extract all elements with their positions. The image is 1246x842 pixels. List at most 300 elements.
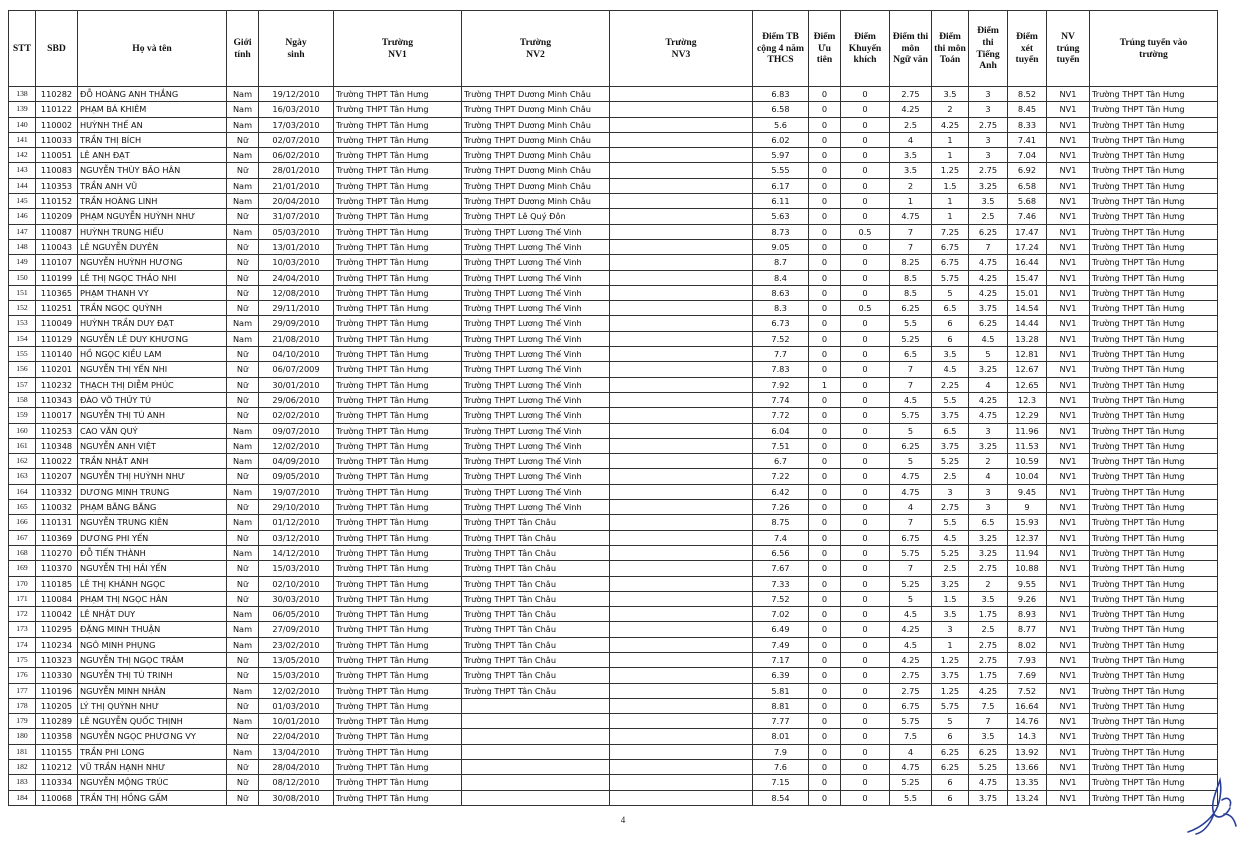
cell-english-score: 7: [969, 714, 1008, 729]
cell-admitted-choice: NV1: [1047, 760, 1090, 775]
cell-priority-points: 0: [809, 148, 841, 163]
cell-full-name: NGUYỄN HUỲNH HƯƠNG: [78, 255, 227, 270]
cell-admitted-choice: NV1: [1047, 530, 1090, 545]
cell-admitted-school: Trường THPT Tân Hưng: [1090, 362, 1218, 377]
cell-stt: 159: [9, 408, 36, 423]
cell-gender: Nam: [227, 622, 259, 637]
cell-birth-date: 29/11/2010: [259, 301, 334, 316]
cell-bonus-points: 0: [841, 148, 890, 163]
cell-nv3-school: [610, 316, 753, 331]
cell-gpa: 8.63: [753, 285, 809, 300]
cell-english-score: 4.25: [969, 392, 1008, 407]
cell-admission-score: 8.33: [1008, 117, 1047, 132]
cell-admitted-choice: NV1: [1047, 698, 1090, 713]
cell-full-name: NGUYỄN THỊ HUỲNH NHƯ: [78, 469, 227, 484]
cell-sbd: 110282: [36, 87, 78, 102]
cell-priority-points: 1: [809, 377, 841, 392]
cell-literature-score: 7: [890, 561, 932, 576]
cell-sbd: 110343: [36, 392, 78, 407]
cell-gpa: 5.81: [753, 683, 809, 698]
cell-nv2-school: Trường THPT Dương Minh Châu: [462, 178, 610, 193]
cell-admission-score: 7.52: [1008, 683, 1047, 698]
cell-nv2-school: [462, 698, 610, 713]
cell-bonus-points: 0: [841, 637, 890, 652]
cell-english-score: 3.75: [969, 301, 1008, 316]
cell-admitted-choice: NV1: [1047, 408, 1090, 423]
cell-priority-points: 0: [809, 790, 841, 805]
cell-english-score: 2.75: [969, 652, 1008, 667]
cell-priority-points: 0: [809, 270, 841, 285]
cell-nv3-school: [610, 500, 753, 515]
cell-full-name: LÊ NHẬT DUY: [78, 607, 227, 622]
cell-sbd: 110207: [36, 469, 78, 484]
cell-bonus-points: 0: [841, 484, 890, 499]
cell-gpa: 6.11: [753, 194, 809, 209]
cell-priority-points: 0: [809, 438, 841, 453]
cell-stt: 147: [9, 224, 36, 239]
cell-gender: Nữ: [227, 561, 259, 576]
table-row: [9, 622, 1218, 637]
cell-stt: 156: [9, 362, 36, 377]
cell-nv2-school: Trường THPT Lương Thế Vinh: [462, 408, 610, 423]
cell-birth-date: 13/04/2010: [259, 744, 334, 759]
cell-admitted-choice: NV1: [1047, 790, 1090, 805]
cell-english-score: 2.75: [969, 637, 1008, 652]
table-row: [9, 239, 1218, 254]
cell-math-score: 6: [932, 331, 969, 346]
cell-literature-score: 2.75: [890, 668, 932, 683]
cell-birth-date: 30/08/2010: [259, 790, 334, 805]
header-english-score: Điểm thi Tiếng Anh: [969, 11, 1008, 87]
cell-gender: Nam: [227, 454, 259, 469]
cell-admitted-choice: NV1: [1047, 377, 1090, 392]
cell-english-score: 5.25: [969, 760, 1008, 775]
cell-admitted-choice: NV1: [1047, 607, 1090, 622]
cell-admission-score: 8.02: [1008, 637, 1047, 652]
cell-full-name: NGUYỄN MỘNG TRÚC: [78, 775, 227, 790]
cell-birth-date: 19/12/2010: [259, 87, 334, 102]
cell-literature-score: 5: [890, 591, 932, 606]
cell-nv1-school: Trường THPT Tân Hưng: [334, 301, 462, 316]
cell-stt: 168: [9, 545, 36, 560]
cell-admitted-choice: NV1: [1047, 515, 1090, 530]
cell-stt: 172: [9, 607, 36, 622]
header-admitted-school: Trúng tuyển vào trường: [1090, 11, 1218, 87]
cell-admitted-school: Trường THPT Tân Hưng: [1090, 469, 1218, 484]
cell-full-name: LÊ ANH ĐẠT: [78, 148, 227, 163]
cell-bonus-points: 0: [841, 239, 890, 254]
cell-literature-score: 5.25: [890, 576, 932, 591]
cell-bonus-points: 0: [841, 561, 890, 576]
cell-admission-score: 17.47: [1008, 224, 1047, 239]
cell-full-name: PHẠM THỊ NGỌC HÂN: [78, 591, 227, 606]
cell-sbd: 110033: [36, 132, 78, 147]
cell-stt: 173: [9, 622, 36, 637]
cell-math-score: 1.5: [932, 178, 969, 193]
cell-birth-date: 12/02/2010: [259, 683, 334, 698]
cell-admission-score: 9.55: [1008, 576, 1047, 591]
cell-nv1-school: Trường THPT Tân Hưng: [334, 500, 462, 515]
cell-nv1-school: Trường THPT Tân Hưng: [334, 622, 462, 637]
cell-math-score: 3.75: [932, 408, 969, 423]
cell-gender: Nam: [227, 423, 259, 438]
cell-english-score: 4: [969, 469, 1008, 484]
cell-sbd: 110152: [36, 194, 78, 209]
cell-nv1-school: Trường THPT Tân Hưng: [334, 255, 462, 270]
table-row: [9, 652, 1218, 667]
cell-literature-score: 7: [890, 362, 932, 377]
cell-full-name: NGUYỄN ANH VIỆT: [78, 438, 227, 453]
cell-admitted-school: Trường THPT Tân Hưng: [1090, 270, 1218, 285]
cell-birth-date: 13/05/2010: [259, 652, 334, 667]
cell-admitted-school: Trường THPT Tân Hưng: [1090, 377, 1218, 392]
cell-literature-score: 4.25: [890, 102, 932, 117]
cell-nv1-school: Trường THPT Tân Hưng: [334, 102, 462, 117]
cell-english-score: 3.25: [969, 438, 1008, 453]
cell-gender: Nam: [227, 148, 259, 163]
cell-sbd: 110068: [36, 790, 78, 805]
cell-birth-date: 27/09/2010: [259, 622, 334, 637]
cell-priority-points: 0: [809, 515, 841, 530]
cell-admission-score: 8.45: [1008, 102, 1047, 117]
cell-literature-score: 4: [890, 500, 932, 515]
cell-nv2-school: [462, 760, 610, 775]
cell-full-name: ĐÀO VÕ THỦY TÚ: [78, 392, 227, 407]
cell-admitted-choice: NV1: [1047, 392, 1090, 407]
cell-birth-date: 03/12/2010: [259, 530, 334, 545]
cell-nv2-school: Trường THPT Lương Thế Vinh: [462, 301, 610, 316]
cell-gpa: 5.55: [753, 163, 809, 178]
cell-gender: Nữ: [227, 652, 259, 667]
cell-birth-date: 02/10/2010: [259, 576, 334, 591]
cell-stt: 151: [9, 285, 36, 300]
cell-english-score: 2.5: [969, 622, 1008, 637]
cell-literature-score: 7: [890, 515, 932, 530]
cell-nv2-school: Trường THPT Tân Châu: [462, 637, 610, 652]
cell-literature-score: 5.5: [890, 316, 932, 331]
table-row: [9, 790, 1218, 805]
cell-full-name: PHẠM BÁ KHIÊM: [78, 102, 227, 117]
cell-priority-points: 0: [809, 698, 841, 713]
cell-gender: Nữ: [227, 760, 259, 775]
cell-admitted-school: Trường THPT Tân Hưng: [1090, 423, 1218, 438]
cell-math-score: 2.5: [932, 469, 969, 484]
cell-birth-date: 01/12/2010: [259, 515, 334, 530]
cell-sbd: 110155: [36, 744, 78, 759]
cell-nv2-school: Trường THPT Tân Châu: [462, 561, 610, 576]
cell-nv3-school: [610, 729, 753, 744]
cell-nv2-school: Trường THPT Dương Minh Châu: [462, 163, 610, 178]
cell-sbd: 110205: [36, 698, 78, 713]
cell-english-score: 2: [969, 454, 1008, 469]
cell-birth-date: 08/12/2010: [259, 775, 334, 790]
cell-admitted-choice: NV1: [1047, 775, 1090, 790]
cell-nv3-school: [610, 622, 753, 637]
cell-priority-points: 0: [809, 652, 841, 667]
cell-bonus-points: 0: [841, 744, 890, 759]
cell-bonus-points: 0: [841, 698, 890, 713]
header-math-score: Điểm thi môn Toán: [932, 11, 969, 87]
cell-literature-score: 4.5: [890, 607, 932, 622]
cell-gpa: 7.77: [753, 714, 809, 729]
cell-english-score: 6.25: [969, 744, 1008, 759]
cell-literature-score: 6.25: [890, 438, 932, 453]
cell-admitted-choice: NV1: [1047, 194, 1090, 209]
cell-bonus-points: 0: [841, 392, 890, 407]
cell-priority-points: 0: [809, 668, 841, 683]
table-row: [9, 423, 1218, 438]
cell-gender: Nam: [227, 87, 259, 102]
cell-nv2-school: Trường THPT Dương Minh Châu: [462, 102, 610, 117]
cell-nv1-school: Trường THPT Tân Hưng: [334, 347, 462, 362]
cell-full-name: LÊ THỊ NGỌC THẢO NHI: [78, 270, 227, 285]
cell-sbd: 110049: [36, 316, 78, 331]
cell-stt: 150: [9, 270, 36, 285]
cell-full-name: DƯƠNG MINH TRUNG: [78, 484, 227, 499]
cell-gpa: 7.15: [753, 775, 809, 790]
cell-nv1-school: Trường THPT Tân Hưng: [334, 729, 462, 744]
cell-math-score: 6.5: [932, 423, 969, 438]
cell-admitted-choice: NV1: [1047, 87, 1090, 102]
cell-admitted-school: Trường THPT Tân Hưng: [1090, 347, 1218, 362]
cell-birth-date: 06/05/2010: [259, 607, 334, 622]
cell-birth-date: 21/08/2010: [259, 331, 334, 346]
table-row: [9, 285, 1218, 300]
cell-admitted-school: Trường THPT Tân Hưng: [1090, 729, 1218, 744]
cell-admitted-choice: NV1: [1047, 714, 1090, 729]
cell-priority-points: 0: [809, 607, 841, 622]
cell-math-score: 3.5: [932, 607, 969, 622]
cell-admission-score: 16.44: [1008, 255, 1047, 270]
cell-nv2-school: Trường THPT Lương Thế Vinh: [462, 423, 610, 438]
cell-admission-score: 13.66: [1008, 760, 1047, 775]
cell-admission-score: 9.45: [1008, 484, 1047, 499]
cell-admitted-choice: NV1: [1047, 652, 1090, 667]
cell-nv2-school: Trường THPT Tân Châu: [462, 576, 610, 591]
cell-bonus-points: 0: [841, 438, 890, 453]
cell-nv3-school: [610, 698, 753, 713]
cell-full-name: NGUYỄN THỊ NGỌC TRÂM: [78, 652, 227, 667]
cell-admitted-school: Trường THPT Tân Hưng: [1090, 576, 1218, 591]
table-row: [9, 500, 1218, 515]
cell-full-name: LÊ THỊ KHÁNH NGỌC: [78, 576, 227, 591]
cell-admission-score: 15.01: [1008, 285, 1047, 300]
cell-nv2-school: Trường THPT Lương Thế Vinh: [462, 347, 610, 362]
cell-math-score: 6: [932, 790, 969, 805]
cell-admission-score: 10.59: [1008, 454, 1047, 469]
cell-admitted-school: Trường THPT Tân Hưng: [1090, 148, 1218, 163]
cell-admitted-choice: NV1: [1047, 270, 1090, 285]
table-row: [9, 224, 1218, 239]
cell-english-score: 4.75: [969, 775, 1008, 790]
cell-admission-score: 6.58: [1008, 178, 1047, 193]
cell-gpa: 7.67: [753, 561, 809, 576]
table-row: [9, 87, 1218, 102]
cell-sbd: 110323: [36, 652, 78, 667]
cell-gpa: 8.75: [753, 515, 809, 530]
cell-stt: 149: [9, 255, 36, 270]
cell-gender: Nam: [227, 744, 259, 759]
admission-results-table: [8, 10, 1218, 806]
cell-nv2-school: Trường THPT Lương Thế Vinh: [462, 270, 610, 285]
cell-full-name: NGUYỄN THỊ TÚ ANH: [78, 408, 227, 423]
cell-stt: 146: [9, 209, 36, 224]
cell-nv2-school: Trường THPT Tân Châu: [462, 668, 610, 683]
cell-bonus-points: 0: [841, 775, 890, 790]
cell-gender: Nam: [227, 102, 259, 117]
cell-math-score: 5.25: [932, 454, 969, 469]
cell-nv3-school: [610, 790, 753, 805]
cell-nv3-school: [610, 668, 753, 683]
cell-gender: Nữ: [227, 377, 259, 392]
cell-admitted-school: Trường THPT Tân Hưng: [1090, 132, 1218, 147]
cell-gpa: 7.72: [753, 408, 809, 423]
cell-admission-score: 12.37: [1008, 530, 1047, 545]
cell-full-name: TRẦN THỊ BÍCH: [78, 132, 227, 147]
cell-admission-score: 10.88: [1008, 561, 1047, 576]
cell-nv3-school: [610, 545, 753, 560]
cell-math-score: 3.75: [932, 438, 969, 453]
cell-birth-date: 01/03/2010: [259, 698, 334, 713]
cell-admitted-choice: NV1: [1047, 576, 1090, 591]
cell-sbd: 110043: [36, 239, 78, 254]
cell-literature-score: 2: [890, 178, 932, 193]
cell-stt: 148: [9, 239, 36, 254]
cell-admission-score: 8.93: [1008, 607, 1047, 622]
cell-stt: 179: [9, 714, 36, 729]
cell-gpa: 7.74: [753, 392, 809, 407]
cell-birth-date: 22/04/2010: [259, 729, 334, 744]
cell-literature-score: 4.25: [890, 622, 932, 637]
cell-birth-date: 29/10/2010: [259, 500, 334, 515]
cell-nv2-school: Trường THPT Tân Châu: [462, 607, 610, 622]
cell-nv3-school: [610, 484, 753, 499]
cell-admitted-school: Trường THPT Tân Hưng: [1090, 775, 1218, 790]
cell-gender: Nam: [227, 331, 259, 346]
cell-priority-points: 0: [809, 729, 841, 744]
cell-nv2-school: Trường THPT Dương Minh Châu: [462, 87, 610, 102]
cell-english-score: 4: [969, 377, 1008, 392]
table-row: [9, 561, 1218, 576]
cell-gender: Nữ: [227, 576, 259, 591]
cell-literature-score: 6.5: [890, 347, 932, 362]
cell-nv3-school: [610, 637, 753, 652]
cell-birth-date: 17/03/2010: [259, 117, 334, 132]
cell-math-score: 1: [932, 637, 969, 652]
cell-birth-date: 04/09/2010: [259, 454, 334, 469]
cell-literature-score: 6.75: [890, 698, 932, 713]
cell-priority-points: 0: [809, 591, 841, 606]
cell-gender: Nữ: [227, 698, 259, 713]
cell-gpa: 7.02: [753, 607, 809, 622]
cell-gpa: 8.73: [753, 224, 809, 239]
cell-priority-points: 0: [809, 423, 841, 438]
cell-admission-score: 6.92: [1008, 163, 1047, 178]
page-number: 4: [620, 815, 626, 825]
header-bonus-points: Điểm Khuyến khích: [841, 11, 890, 87]
cell-sbd: 110348: [36, 438, 78, 453]
cell-priority-points: 0: [809, 714, 841, 729]
cell-birth-date: 12/02/2010: [259, 438, 334, 453]
cell-admission-score: 8.77: [1008, 622, 1047, 637]
cell-full-name: NGUYỄN NGỌC PHƯƠNG VY: [78, 729, 227, 744]
cell-stt: 177: [9, 683, 36, 698]
cell-admission-score: 8.52: [1008, 87, 1047, 102]
header-priority-points: Điểm Ưu tiên: [809, 11, 841, 87]
table-row: [9, 744, 1218, 759]
cell-nv1-school: Trường THPT Tân Hưng: [334, 714, 462, 729]
cell-gpa: 6.42: [753, 484, 809, 499]
cell-sbd: 110083: [36, 163, 78, 178]
table-row: [9, 454, 1218, 469]
cell-stt: 155: [9, 347, 36, 362]
cell-priority-points: 0: [809, 545, 841, 560]
cell-english-score: 4.75: [969, 255, 1008, 270]
cell-bonus-points: 0: [841, 790, 890, 805]
cell-nv1-school: Trường THPT Tân Hưng: [334, 316, 462, 331]
table-body: [9, 87, 1218, 806]
cell-math-score: 6: [932, 775, 969, 790]
cell-nv1-school: Trường THPT Tân Hưng: [334, 270, 462, 285]
cell-sbd: 110131: [36, 515, 78, 530]
cell-full-name: NGUYỄN THỊ YẾN NHI: [78, 362, 227, 377]
cell-gpa: 7.7: [753, 347, 809, 362]
cell-nv2-school: Trường THPT Tân Châu: [462, 515, 610, 530]
cell-english-score: 4.25: [969, 285, 1008, 300]
cell-stt: 145: [9, 194, 36, 209]
cell-literature-score: 8.5: [890, 285, 932, 300]
cell-admitted-school: Trường THPT Tân Hưng: [1090, 285, 1218, 300]
cell-gender: Nữ: [227, 775, 259, 790]
cell-admitted-school: Trường THPT Tân Hưng: [1090, 209, 1218, 224]
cell-priority-points: 0: [809, 484, 841, 499]
cell-nv1-school: Trường THPT Tân Hưng: [334, 469, 462, 484]
cell-stt: 158: [9, 392, 36, 407]
cell-gender: Nữ: [227, 239, 259, 254]
table-row: [9, 209, 1218, 224]
cell-admitted-choice: NV1: [1047, 255, 1090, 270]
cell-priority-points: 0: [809, 239, 841, 254]
cell-gpa: 7.9: [753, 744, 809, 759]
cell-gpa: 7.17: [753, 652, 809, 667]
cell-full-name: TRẦN THỊ HỒNG GẤM: [78, 790, 227, 805]
cell-priority-points: 0: [809, 500, 841, 515]
cell-admitted-school: Trường THPT Tân Hưng: [1090, 224, 1218, 239]
cell-sbd: 110369: [36, 530, 78, 545]
cell-priority-points: 0: [809, 760, 841, 775]
cell-stt: 174: [9, 637, 36, 652]
header-admitted-choice: NV trúng tuyển: [1047, 11, 1090, 87]
cell-gpa: 5.63: [753, 209, 809, 224]
cell-nv2-school: Trường THPT Tân Châu: [462, 683, 610, 698]
cell-admitted-choice: NV1: [1047, 209, 1090, 224]
cell-stt: 171: [9, 591, 36, 606]
cell-stt: 181: [9, 744, 36, 759]
table-row: [9, 714, 1218, 729]
cell-bonus-points: 0: [841, 423, 890, 438]
cell-math-score: 5: [932, 714, 969, 729]
cell-english-score: 3.25: [969, 530, 1008, 545]
cell-english-score: 3: [969, 102, 1008, 117]
cell-gpa: 6.04: [753, 423, 809, 438]
cell-admitted-school: Trường THPT Tân Hưng: [1090, 301, 1218, 316]
cell-admitted-choice: NV1: [1047, 362, 1090, 377]
cell-sbd: 110122: [36, 102, 78, 117]
cell-admitted-choice: NV1: [1047, 500, 1090, 515]
cell-nv1-school: Trường THPT Tân Hưng: [334, 163, 462, 178]
cell-nv3-school: [610, 469, 753, 484]
cell-literature-score: 4.5: [890, 392, 932, 407]
